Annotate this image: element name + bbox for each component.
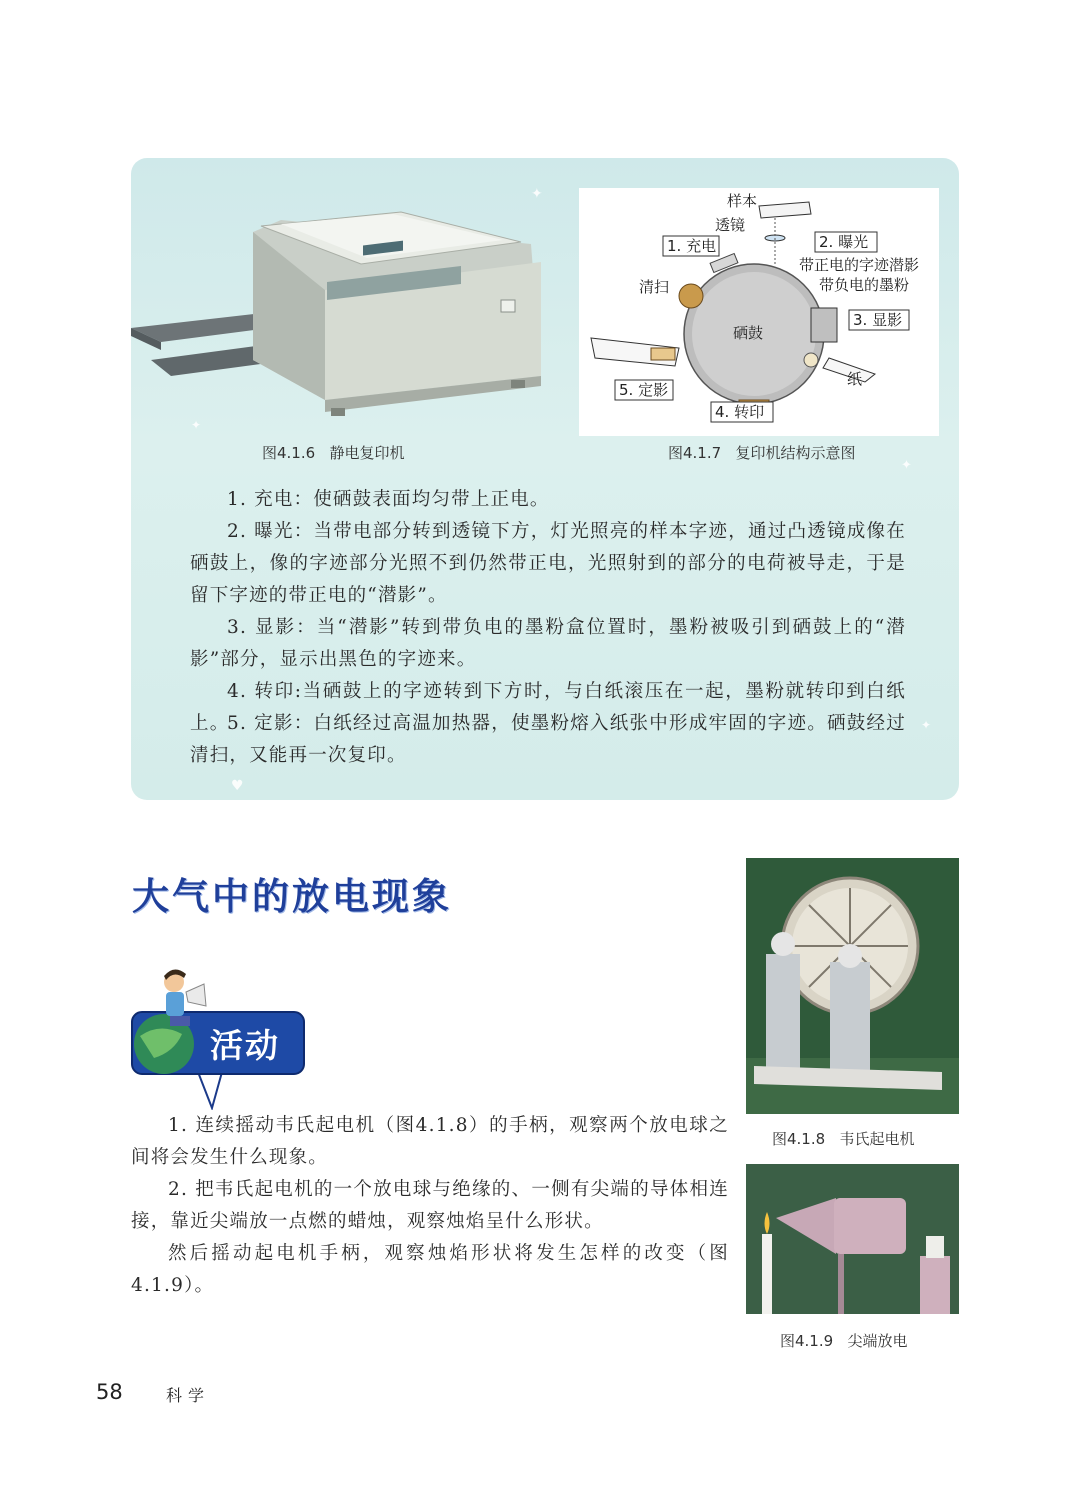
section-heading: 大气中的放电现象: [132, 875, 452, 918]
book-title: 科学: [166, 1386, 211, 1405]
step-expose: 2. 曝光：当带电部分转到透镜下方，灯光照亮的样本字迹，通过凸透镜成像在硒鼓上，像的字迹部分光照不到仍然带正电，光照射到的部分的电荷被导走，于是留下字迹的带正电的“潜影”。: [190, 521, 907, 606]
label-lens: 透镜: [715, 216, 746, 234]
wimshurst-machine-photo: [746, 858, 959, 1114]
copier-structure-diagram: [579, 188, 939, 436]
label-clean: 清扫: [639, 278, 670, 296]
activity-paragraph-2: 2. 把韦氏起电机的一个放电球与绝缘的、一侧有尖端的导体相连接，靠近尖端放一点燃的蜡烛，观察烛焰呈什么形状。: [131, 1179, 729, 1232]
label-develop: 3. 显影: [853, 311, 903, 329]
activity-paragraph-1: 1. 连续摇动韦氏起电机（图4.1.8）的手柄，观察两个放电球之间将会发生什么现象。: [131, 1115, 729, 1168]
sparkle-icon: ✦: [921, 718, 932, 732]
label-drum: 硒鼓: [733, 324, 764, 342]
label-paper: 纸: [847, 370, 863, 388]
sparkle-icon: ✦: [901, 458, 912, 473]
point-discharge-caption: 图4.1.9 尖端放电: [780, 1332, 908, 1350]
heart-icon: ♥: [231, 778, 244, 794]
label-toner: 带负电的墨粉: [819, 276, 910, 294]
sparkle-icon: ✦: [531, 186, 543, 202]
sparkle-icon: ✦: [191, 418, 202, 432]
activity-label: 活动: [210, 1026, 280, 1065]
label-charge: 1. 充电: [667, 237, 717, 255]
label-expose: 2. 曝光: [819, 233, 869, 251]
diagram-caption: 图4.1.7 复印机结构示意图: [668, 444, 856, 462]
label-latent: 带正电的字迹潜影: [799, 256, 920, 274]
step-charge: 1. 充电：使硒鼓表面均匀带上正电。: [227, 489, 550, 510]
point-discharge-photo: [746, 1164, 959, 1314]
activity-paragraph-3: 然后摇动起电机手柄，观察烛焰形状将发生怎样的改变（图4.1.9）。: [131, 1243, 729, 1296]
copier-photo: [131, 200, 551, 430]
wimshurst-caption: 图4.1.8 韦氏起电机: [772, 1130, 915, 1148]
step-fix: 5. 定影：白纸经过高温加热器，使墨粉熔入纸张中形成牢固的字迹。硒鼓经过清扫，又能再一次复印。: [190, 713, 907, 766]
label-fix: 5. 定影: [619, 381, 669, 399]
step-develop: 3. 显影：当“潜影”转到带负电的墨粉盒位置时，墨粉被吸引到硒鼓上的“潜影”部分，显示出黑色的字迹来。: [190, 617, 906, 670]
label-sample: 样本: [727, 192, 758, 210]
copier-caption: 图4.1.6 静电复印机: [262, 444, 405, 462]
page-number: 58: [96, 1380, 123, 1404]
label-transfer: 4. 转印: [715, 403, 765, 421]
step-transfer: 4. 转印:当硒鼓上的字迹转到下方时，与白纸滚压在一起，墨粉就转印到白纸上。: [190, 681, 906, 734]
